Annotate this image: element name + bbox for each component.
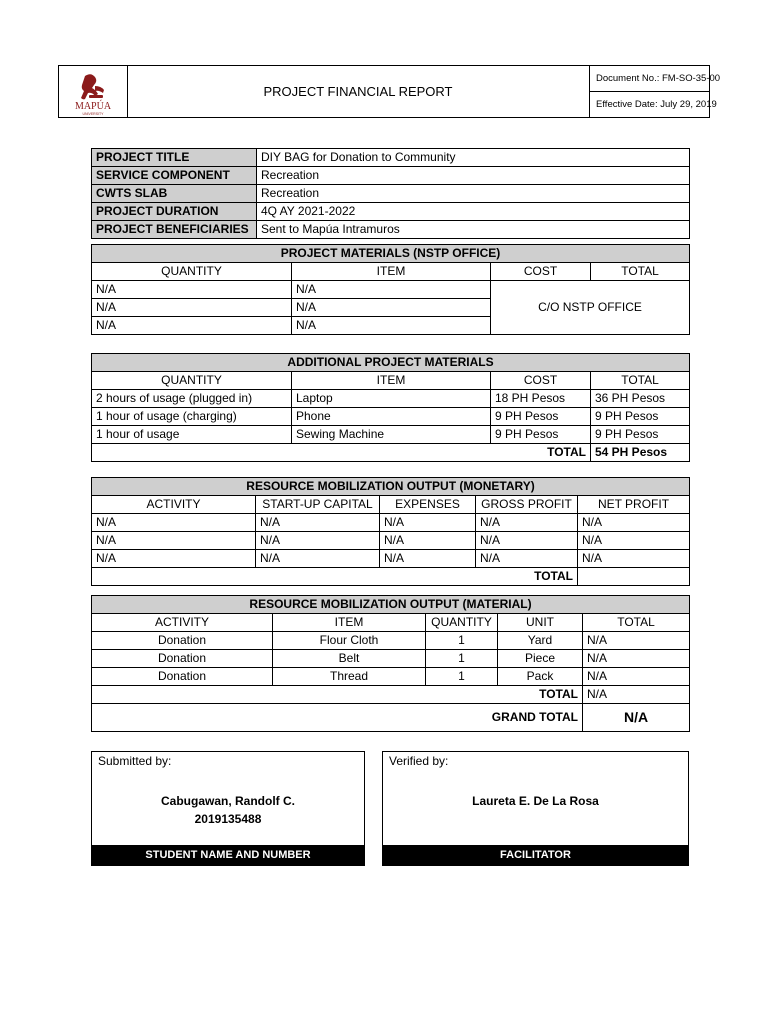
- section-title: RESOURCE MOBILIZATION OUTPUT (MONETARY): [92, 478, 690, 496]
- info-label: PROJECT TITLE: [92, 149, 257, 167]
- cell-expenses: N/A: [380, 550, 476, 568]
- total-label: TOTAL: [92, 444, 591, 462]
- table-row: [92, 550, 690, 568]
- project-info-table: [91, 148, 690, 239]
- section-title: PROJECT MATERIALS (NSTP OFFICE): [92, 245, 690, 263]
- cell-quantity: 1: [426, 668, 498, 686]
- cell-quantity: 2 hours of usage (plugged in): [92, 390, 292, 408]
- column-header: QUANTITY: [92, 263, 292, 281]
- cell-total: 9 PH Pesos: [591, 426, 690, 444]
- info-value: Recreation: [257, 167, 690, 185]
- monetary-output-table: [91, 477, 690, 586]
- verified-by-box: [382, 751, 689, 866]
- cell-net-profit: N/A: [578, 532, 690, 550]
- student-footer-label: STUDENT NAME AND NUMBER: [92, 845, 364, 865]
- cell-cost: 9 PH Pesos: [491, 426, 591, 444]
- table-row: [92, 532, 690, 550]
- cell-activity: N/A: [92, 532, 256, 550]
- cell-gross-profit: N/A: [476, 532, 578, 550]
- column-header: COST: [491, 372, 591, 390]
- column-header: COST: [491, 263, 591, 281]
- info-value: Sent to Mapúa Intramuros: [257, 221, 690, 239]
- cell-item: Phone: [292, 408, 491, 426]
- section-title: ADDITIONAL PROJECT MATERIALS: [92, 354, 690, 372]
- logo-text: MAPÚA: [74, 101, 112, 112]
- university-logo: [59, 66, 128, 117]
- cell-activity: Donation: [92, 650, 273, 668]
- submitted-by-box: [91, 751, 365, 866]
- table-row: [92, 650, 690, 668]
- cell-item: N/A: [292, 317, 491, 335]
- info-label: SERVICE COMPONENT: [92, 167, 257, 185]
- cell-item: Laptop: [292, 390, 491, 408]
- cell-quantity: 1: [426, 650, 498, 668]
- grand-total-label: GRAND TOTAL: [92, 704, 583, 732]
- cell-quantity: 1 hour of usage (charging): [92, 408, 292, 426]
- cell-item: Sewing Machine: [292, 426, 491, 444]
- cell-total: N/A: [583, 632, 690, 650]
- column-header: ITEM: [292, 263, 491, 281]
- column-header: UNIT: [498, 614, 583, 632]
- facilitator-name: Laureta E. De La Rosa: [472, 794, 599, 808]
- column-header: QUANTITY: [426, 614, 498, 632]
- cell-activity: N/A: [92, 550, 256, 568]
- cell-gross-profit: N/A: [476, 550, 578, 568]
- verified-by-label: Verified by:: [389, 754, 449, 768]
- cell-activity: Donation: [92, 632, 273, 650]
- grand-total-value: N/A: [583, 704, 690, 732]
- column-header: QUANTITY: [92, 372, 292, 390]
- cell-startup-capital: N/A: [256, 550, 380, 568]
- cell-item: Thread: [273, 668, 426, 686]
- cell-quantity: N/A: [92, 317, 292, 335]
- cell-item: Belt: [273, 650, 426, 668]
- project-materials-table: [91, 244, 690, 335]
- column-header: START-UP CAPITAL: [256, 496, 380, 514]
- submitted-by-label: Submitted by:: [98, 754, 172, 768]
- cell-unit: Yard: [498, 632, 583, 650]
- cell-startup-capital: N/A: [256, 514, 380, 532]
- table-row: [92, 408, 690, 426]
- cell-quantity: N/A: [92, 281, 292, 299]
- facilitator-footer-label: FACILITATOR: [383, 845, 688, 865]
- column-header: ACTIVITY: [92, 496, 256, 514]
- cell-item: N/A: [292, 281, 491, 299]
- document-number: Document No.: FM-SO-35-00: [590, 66, 710, 92]
- student-info: [92, 792, 364, 828]
- column-header: NET PROFIT: [578, 496, 690, 514]
- cell-quantity: N/A: [92, 299, 292, 317]
- total-value: N/A: [583, 686, 690, 704]
- cell-total: 36 PH Pesos: [591, 390, 690, 408]
- total-label: TOTAL: [92, 686, 583, 704]
- cell-expenses: N/A: [380, 514, 476, 532]
- student-number: 2019135488: [194, 812, 262, 826]
- cell-net-profit: N/A: [578, 550, 690, 568]
- cell-unit: Pack: [498, 668, 583, 686]
- cell-expenses: N/A: [380, 532, 476, 550]
- document-meta: [589, 66, 721, 117]
- student-name: Cabugawan, Randolf C.: [160, 794, 295, 808]
- total-value: 54 PH Pesos: [591, 444, 690, 462]
- info-label: PROJECT BENEFICIARIES: [92, 221, 257, 239]
- facilitator-info: [383, 792, 688, 810]
- column-header: ACTIVITY: [92, 614, 273, 632]
- additional-materials-table: [91, 353, 690, 462]
- merged-cost-cell: C/O NSTP OFFICE: [491, 281, 690, 335]
- table-row: [92, 668, 690, 686]
- info-value: DIY BAG for Donation to Community: [257, 149, 690, 167]
- table-row: [92, 632, 690, 650]
- column-header: TOTAL: [583, 614, 690, 632]
- info-label: CWTS SLAB: [92, 185, 257, 203]
- column-header: ITEM: [292, 372, 491, 390]
- cell-total: N/A: [583, 668, 690, 686]
- cell-total: N/A: [583, 650, 690, 668]
- column-header: GROSS PROFIT: [476, 496, 578, 514]
- cell-cost: 18 PH Pesos: [491, 390, 591, 408]
- effective-date: Effective Date: July 29, 2019: [596, 99, 717, 110]
- cell-activity: Donation: [92, 668, 273, 686]
- cell-activity: N/A: [92, 514, 256, 532]
- cell-gross-profit: N/A: [476, 514, 578, 532]
- report-title: PROJECT FINANCIAL REPORT: [263, 84, 453, 99]
- cell-cost: 9 PH Pesos: [491, 408, 591, 426]
- table-row: [92, 426, 690, 444]
- info-value: 4Q AY 2021-2022: [257, 203, 690, 221]
- cell-quantity: 1: [426, 632, 498, 650]
- column-header: EXPENSES: [380, 496, 476, 514]
- cell-total: 9 PH Pesos: [591, 408, 690, 426]
- total-value: [578, 568, 690, 586]
- info-label: PROJECT DURATION: [92, 203, 257, 221]
- table-row: [92, 390, 690, 408]
- section-title: RESOURCE MOBILIZATION OUTPUT (MATERIAL): [92, 596, 690, 614]
- cell-item: N/A: [292, 299, 491, 317]
- column-header: ITEM: [273, 614, 426, 632]
- table-row: [92, 514, 690, 532]
- material-output-table: [91, 595, 690, 732]
- info-value: Recreation: [257, 185, 690, 203]
- cell-net-profit: N/A: [578, 514, 690, 532]
- column-header: TOTAL: [591, 263, 690, 281]
- logo-subtext: UNIVERSITY: [82, 112, 104, 116]
- cell-item: Flour Cloth: [273, 632, 426, 650]
- total-label: TOTAL: [92, 568, 578, 586]
- cell-unit: Piece: [498, 650, 583, 668]
- column-header: TOTAL: [591, 372, 690, 390]
- cell-startup-capital: N/A: [256, 532, 380, 550]
- table-row: [92, 281, 690, 299]
- cell-quantity: 1 hour of usage: [92, 426, 292, 444]
- document-header: [58, 65, 721, 118]
